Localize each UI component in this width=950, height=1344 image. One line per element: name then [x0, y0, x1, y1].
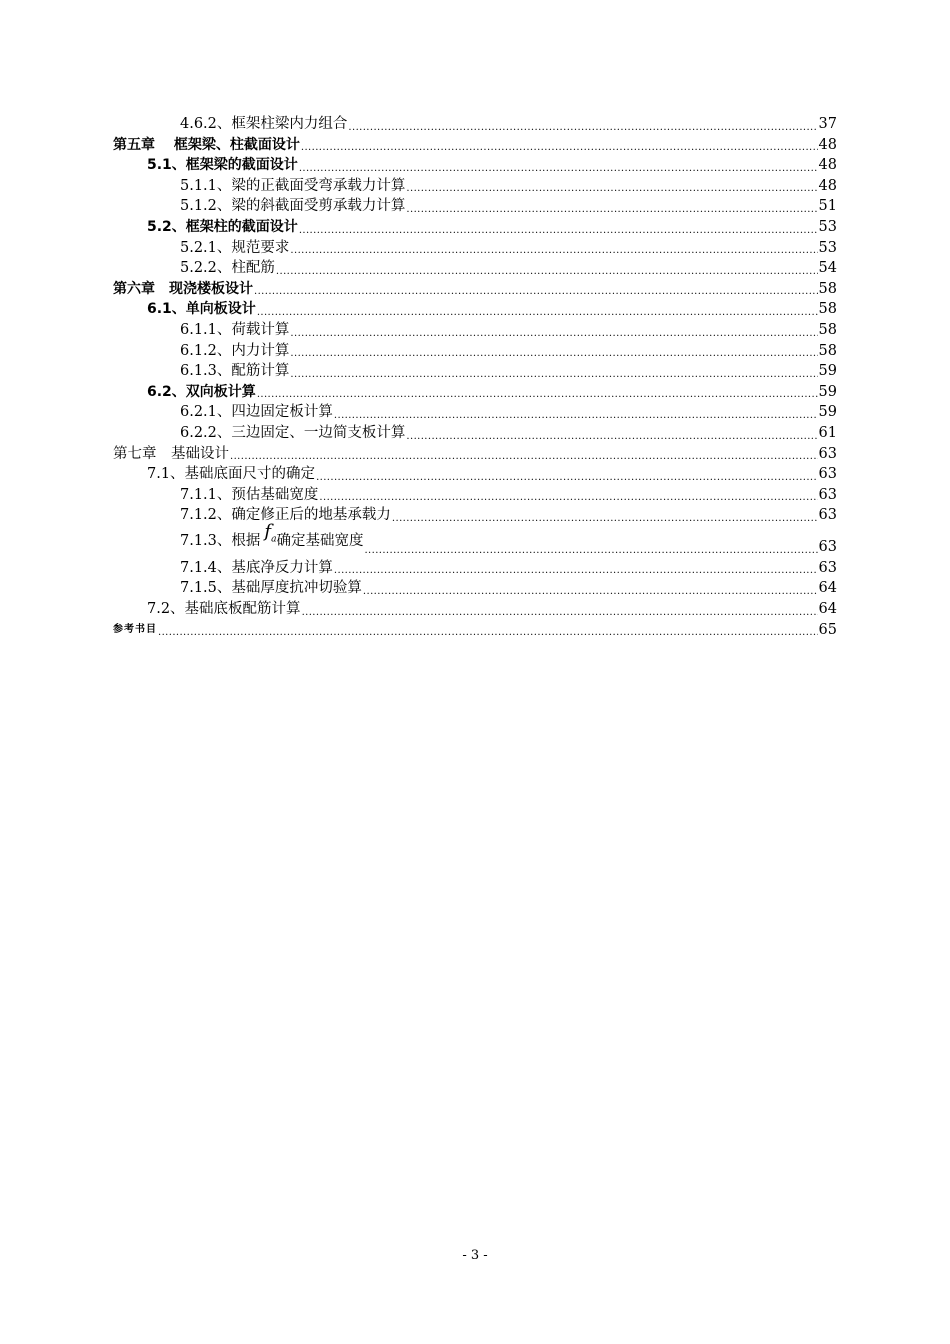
toc-entry-page: 53 — [818, 239, 837, 256]
toc-entry-page: 63 — [818, 445, 837, 462]
symbol-subscript: a — [271, 534, 277, 545]
dot-leader — [257, 382, 818, 403]
toc-entry-page: 59 — [818, 383, 837, 400]
toc-entry-page: 48 — [818, 136, 837, 153]
toc-entry-label-after: 确定基础宽度 — [276, 532, 364, 549]
page-number: - 3 - — [462, 1248, 488, 1263]
toc-entry[interactable] — [113, 114, 837, 135]
dot-leader — [406, 196, 817, 217]
toc-entry[interactable] — [113, 361, 837, 382]
toc-entry-label: 6.1.3、配筋计算 — [180, 363, 290, 380]
bearing-capacity-symbol — [264, 520, 277, 545]
toc-entry-label: 7.2、基础底板配筋计算 — [147, 601, 301, 618]
table-of-contents — [113, 114, 837, 640]
toc-entry[interactable] — [113, 341, 837, 362]
toc-entry-page: 37 — [818, 116, 837, 132]
dot-leader — [230, 444, 818, 465]
dot-leader — [257, 299, 818, 320]
toc-entry-label: 第五章 框架梁、柱截面设计 — [113, 136, 300, 153]
toc-entry-page: 48 — [818, 157, 837, 174]
toc-entry-label: 5.2、框架柱的截面设计 — [147, 218, 298, 235]
toc-entry-page: 64 — [818, 580, 837, 597]
toc-entry[interactable] — [113, 238, 837, 259]
toc-entry-page: 63 — [818, 466, 837, 483]
toc-entry-label: 6.1、单向板设计 — [147, 301, 256, 318]
toc-entry-label: 第六章 现浇楼板设计 — [113, 280, 253, 297]
toc-entry-label: 5.2.1、规范要求 — [180, 239, 290, 256]
toc-entry-page: 61 — [818, 424, 837, 441]
toc-entry-page: 54 — [818, 260, 837, 277]
toc-entry-page: 63 — [818, 539, 837, 556]
dot-leader — [276, 258, 818, 279]
toc-entry-label: 7.1.1、预估基础宽度 — [180, 486, 319, 503]
toc-entry-label: 5.2.2、柱配筋 — [180, 260, 275, 277]
toc-entry-label: 7.1.4、基底净反力计算 — [180, 559, 333, 576]
toc-entry[interactable] — [113, 155, 837, 176]
toc-entry[interactable] — [113, 320, 837, 341]
toc-entry-page: 63 — [818, 507, 837, 524]
toc-entry-label: 第七章 基础设计 — [113, 445, 229, 462]
toc-entry-page: 48 — [818, 177, 837, 194]
toc-entry[interactable] — [113, 279, 837, 300]
dot-leader — [301, 135, 818, 156]
dot-leader — [158, 620, 818, 641]
toc-entry-page: 58 — [818, 321, 837, 338]
toc-entry-page: 58 — [818, 280, 837, 297]
toc-entry-label: 7.1.5、基础厚度抗冲切验算 — [180, 580, 362, 597]
toc-entry-page: 58 — [818, 301, 837, 318]
toc-entry-label: 6.1.2、内力计算 — [180, 342, 290, 359]
dot-leader — [299, 217, 818, 238]
toc-entry-label: 5.1.1、梁的正截面受弯承载力计算 — [180, 177, 406, 194]
symbol-f: f — [264, 520, 272, 542]
toc-entry[interactable] — [113, 578, 837, 599]
toc-entry-page: 63 — [818, 486, 837, 503]
toc-entry[interactable] — [113, 444, 837, 465]
dot-leader — [363, 578, 818, 599]
toc-entry[interactable] — [113, 520, 837, 558]
dot-leader — [334, 402, 818, 423]
toc-entry-page: 53 — [818, 218, 837, 235]
dot-leader — [392, 505, 818, 526]
toc-entry[interactable] — [113, 558, 837, 579]
toc-entry[interactable] — [113, 258, 837, 279]
toc-entry-label: 6.1.1、荷载计算 — [180, 321, 290, 338]
toc-entry-page: 58 — [818, 342, 837, 359]
dot-leader — [364, 537, 817, 558]
toc-entry-label: 4.6.2、框架柱梁内力组合 — [180, 116, 348, 132]
toc-entry-label — [180, 520, 364, 558]
toc-entry[interactable] — [113, 423, 837, 444]
toc-entry-page: 64 — [818, 601, 837, 618]
dot-leader — [319, 485, 817, 506]
dot-leader — [290, 238, 817, 259]
dot-leader — [348, 114, 817, 135]
toc-entry-page: 59 — [818, 363, 837, 380]
toc-entry[interactable] — [113, 382, 837, 403]
toc-entry[interactable] — [113, 599, 837, 620]
toc-entry[interactable] — [113, 135, 837, 156]
toc-entry-label: 6.2.2、三边固定、一边简支板计算 — [180, 424, 406, 441]
toc-entry-page: 65 — [818, 621, 837, 638]
dot-leader — [299, 155, 818, 176]
toc-entry[interactable] — [113, 485, 837, 506]
toc-entry-label: 7.1、基础底面尺寸的确定 — [147, 466, 316, 483]
toc-entry-label: 参考书目 — [113, 623, 157, 635]
toc-entry[interactable] — [113, 505, 837, 526]
dot-leader — [316, 464, 817, 485]
toc-entry-label: 5.1、框架梁的截面设计 — [147, 157, 298, 174]
toc-entry[interactable] — [113, 196, 837, 217]
toc-entry-page: 59 — [818, 404, 837, 421]
dot-leader — [406, 176, 817, 197]
dot-leader — [302, 599, 818, 620]
toc-entry[interactable] — [113, 464, 837, 485]
dot-leader — [290, 320, 817, 341]
toc-entry[interactable] — [113, 299, 837, 320]
dot-leader — [290, 361, 817, 382]
toc-entry-label: 6.2.1、四边固定板计算 — [180, 404, 333, 421]
toc-entry-page: 63 — [818, 559, 837, 576]
toc-entry-label: 6.2、双向板计算 — [147, 383, 256, 400]
toc-entry[interactable] — [113, 176, 837, 197]
toc-entry-label: 5.1.2、梁的斜截面受剪承载力计算 — [180, 198, 406, 215]
toc-entry-label: 7.1.2、确定修正后的地基承载力 — [180, 507, 391, 524]
dot-leader — [254, 279, 818, 300]
toc-entry[interactable] — [113, 217, 837, 238]
toc-entry-page: 51 — [818, 198, 837, 215]
toc-entry[interactable] — [113, 402, 837, 423]
dot-leader — [334, 558, 818, 579]
dot-leader — [290, 341, 817, 362]
toc-entry[interactable] — [113, 620, 837, 641]
dot-leader — [406, 423, 817, 444]
toc-entry-label-before: 7.1.3、根据 — [180, 532, 261, 549]
